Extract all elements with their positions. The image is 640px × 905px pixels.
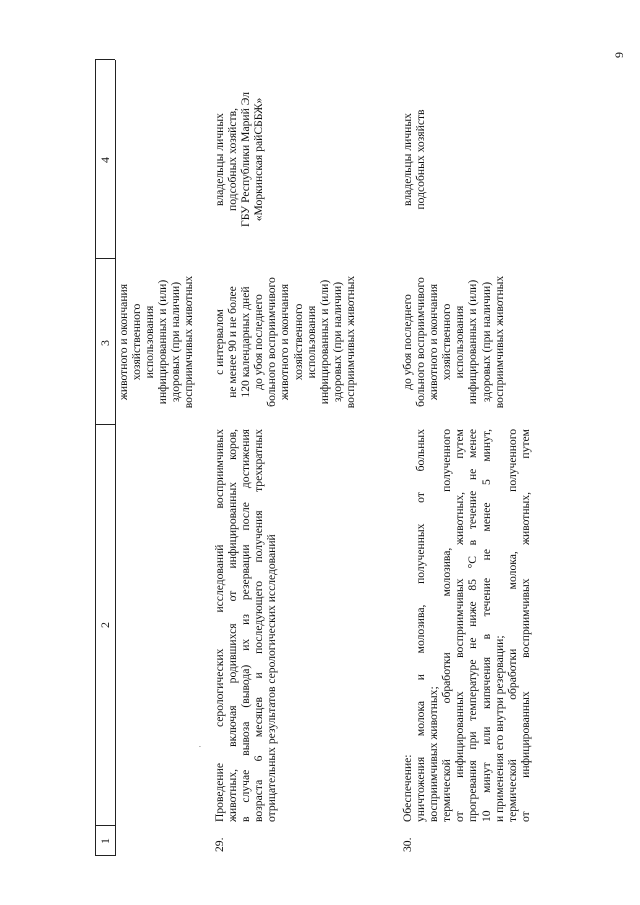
row-30-measure-line: 10 минут или кипячения в течение не менее 5 минут,	[479, 429, 493, 822]
row-29-timing-line: использования	[304, 305, 318, 379]
header-col-1: 1	[98, 838, 112, 844]
row-29-timing-line: здоровых (при наличии)	[330, 281, 344, 403]
row-30-responsible-line: подсобных хозяйств	[414, 109, 428, 210]
row-30-timing-line: животного и окончания	[427, 283, 441, 401]
row-29-responsible-line: «Моркинская райСББЖ»	[252, 97, 266, 222]
row-29-responsible-line: владельцы личных	[213, 113, 226, 206]
row-29-timing-line: больного восприимчивого	[265, 277, 279, 407]
continuation-timing-line: здоровых (при наличии)	[169, 281, 183, 403]
row-30-timing-line: здоровых (при наличии)	[479, 281, 493, 403]
row-29-timing-line: хозяйственного	[291, 303, 305, 381]
row-30-timing-line: хозяйственного	[440, 303, 454, 381]
header-col-4: 4	[98, 157, 112, 163]
row-29-measure-line: Проведение серологических исследований восприимчивых	[213, 429, 226, 822]
row-30-measure-line: уничтожения молока и молозива, полученных от больных	[414, 429, 428, 822]
col-divider-4	[95, 258, 115, 259]
row-30-timing-line: инфицированных и (или)	[466, 279, 480, 405]
decorative-dots: ·	[195, 745, 205, 748]
row-29-timing-line: не менее 90 и не более	[226, 286, 240, 398]
continuation-timing-line: хозяйственного	[130, 303, 144, 381]
row-29-measure-line: отрицательных результатов серологических исследований	[265, 534, 279, 822]
continuation-timing-line: использования	[143, 305, 157, 379]
row-29-measure-line: в случае вывоза (вывода) их из резервации после достижения	[239, 429, 253, 822]
row-30-measure-line: от инфицированных восприимчивых животных, путем	[518, 429, 532, 822]
row-30-measure-line: восприимчивых животных;	[427, 686, 441, 822]
col-divider-1	[95, 855, 115, 856]
page-number: 9	[612, 52, 626, 58]
continuation-timing-line: животного и окончания	[117, 283, 130, 401]
row-30-timing-line: до убоя последнего	[401, 294, 414, 390]
row-30-timing	[401, 259, 506, 425]
continuation-timing	[117, 259, 196, 425]
row-29-responsible	[213, 60, 265, 259]
row-29-measure-line: возраста 6 месяцев и последующего получения трехкратных	[252, 429, 266, 822]
row-29-timing-line: 120 календарных дней	[239, 286, 253, 398]
row-30-measure-line: Обеспечение:	[401, 754, 414, 822]
row-29-timing	[213, 259, 357, 425]
header-col-3: 3	[98, 340, 112, 346]
header-bottom-border	[115, 60, 116, 856]
row-30-number: 30.	[401, 837, 414, 852]
row-29-timing-line: с интервалом	[213, 309, 226, 375]
row-30-measure-line: термической обработки молока, полученного	[505, 429, 519, 822]
row-30-measure-line: от инфицированных восприимчивых животных, путем	[453, 429, 467, 822]
row-29-timing-line: инфицированных и (или)	[317, 279, 331, 405]
row-30-measure-line: и применения его внутри резервации;	[492, 635, 506, 822]
row-29-responsible-line: ГБУ Республики Марий Эл	[239, 92, 253, 227]
col-divider-3	[95, 424, 115, 425]
col-divider-5	[95, 59, 115, 60]
row-29-timing-line: восприимчивых животных	[343, 275, 357, 409]
row-29-timing-line: до убоя последнего	[252, 294, 266, 390]
row-30-measure-line: прогревания при температуре не ниже 85 °С в течение не менее	[466, 429, 480, 822]
row-29-measure-line: животных, включая родившихся от инфицированных коров,	[226, 429, 240, 822]
row-30-timing-line: использования	[453, 305, 467, 379]
continuation-timing-line: инфицированных и (или)	[156, 279, 170, 405]
table-top-border	[95, 60, 96, 856]
row-30-responsible	[401, 60, 427, 259]
row-29-measure	[213, 429, 278, 822]
row-30-timing-line: больного восприимчивого	[414, 277, 428, 407]
continuation-timing-line: восприимчивых животных	[182, 275, 196, 409]
row-30-responsible-line: владельцы личных	[401, 113, 414, 206]
rotated-table	[95, 60, 615, 856]
row-29-timing-line: животного и окончания	[278, 283, 292, 401]
row-30-measure	[401, 429, 532, 822]
row-30-timing-line: восприимчивых животных	[492, 275, 506, 409]
row-29-responsible-line: подсобных хозяйств,	[226, 108, 240, 211]
col-divider-2	[95, 825, 115, 826]
row-30-measure-line: термической обработки молозива, полученного	[440, 429, 454, 822]
header-col-2: 2	[98, 622, 112, 628]
row-29-number: 29.	[213, 837, 226, 852]
